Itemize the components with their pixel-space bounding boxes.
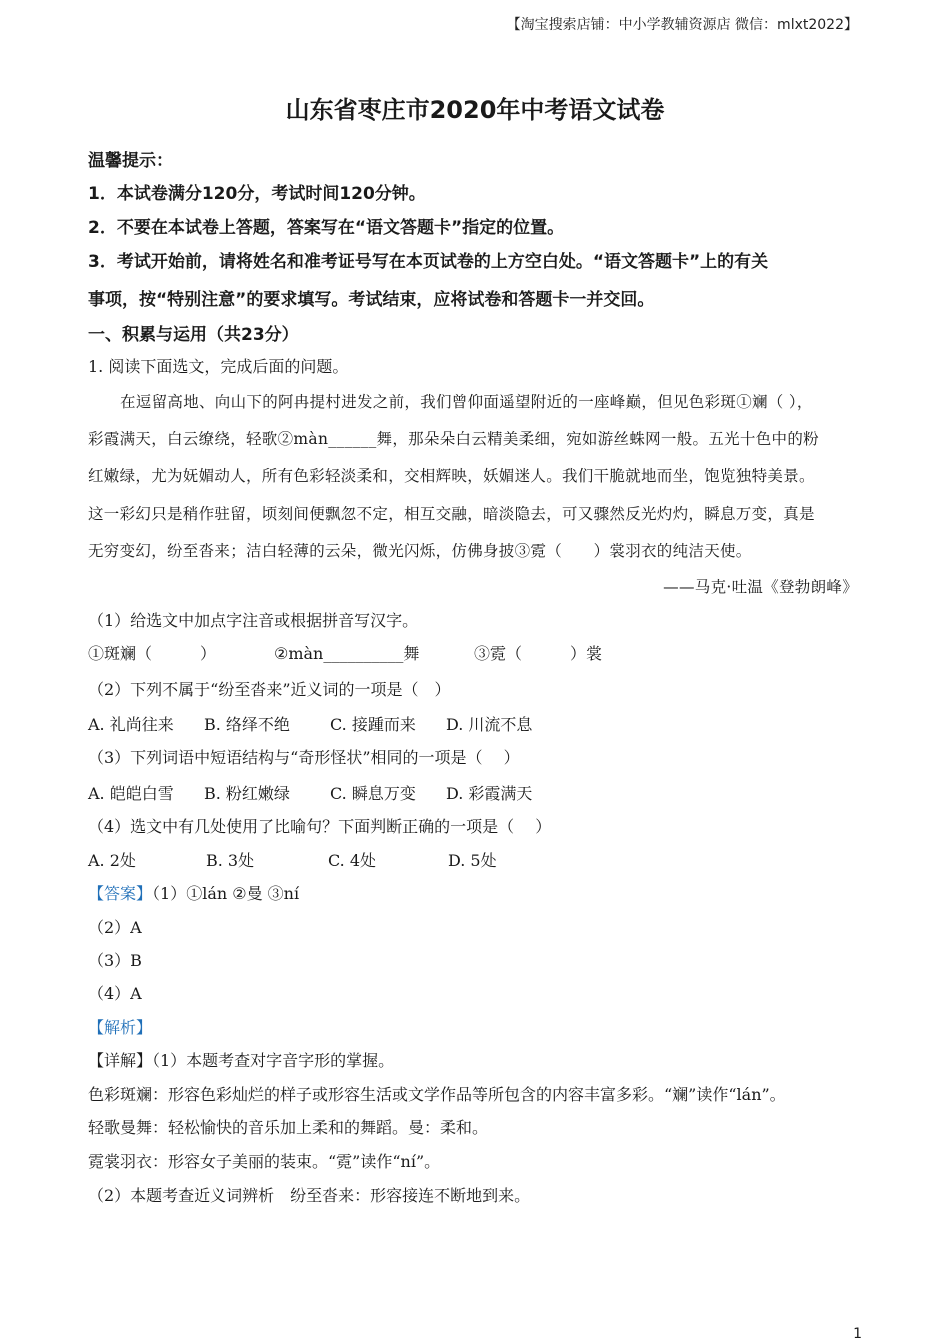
section-heading: 一、积累与运用（共23分） [88, 325, 299, 345]
analysis-line: 霓裳羽衣：形容女子美丽的装束。“霓”读作“ní”。 [88, 1152, 441, 1171]
passage-line: 在逗留高地、向山下的阿冉提村进发之前，我们曾仰面遥望附近的一座峰巅，但见色彩斑①斓（ ）， [120, 393, 813, 411]
tip-item: 2．不要在本试卷上答题，答案写在“语文答题卡”指定的位置。 [88, 218, 565, 238]
subquestion-prompt: （1）给选文中加点字注音或根据拼音写汉字。 [88, 611, 419, 630]
tips-heading: 温馨提示： [88, 151, 173, 171]
answer-text: （1）①lán ②曼 ③ní [152, 884, 300, 903]
subquestion-prompt: （2）下列不属于“纷至沓来”近义词的一项是（ ） [88, 680, 451, 699]
passage-source: ——马克·吐温《登勃朗峰》 [663, 578, 858, 596]
option: D. 川流不息 [446, 715, 533, 734]
option: A. 2处 [88, 851, 136, 870]
analysis-line: （2）本题考查近义词辨析 纷至沓来：形容接连不断地到来。 [88, 1186, 531, 1205]
option: A. 皑皑白雪 [88, 784, 174, 803]
sub1-item: ②màn__________舞 [274, 644, 420, 663]
option: D. 5处 [448, 851, 497, 870]
option: D. 彩霞满天 [446, 784, 533, 803]
option: C. 4处 [328, 851, 377, 870]
analysis-line: 【详解】（1）本题考查对字音字形的掌握。 [88, 1051, 395, 1070]
sub1-item: ①斑斓（ ） [88, 644, 217, 663]
passage-line: 这一彩幻只是稍作驻留，顷刻间便飘忽不定，相互交融，暗淡隐去，可又骤然反光灼灼，瞬息万变，真是 [88, 505, 815, 523]
option: C. 瞬息万变 [330, 784, 416, 803]
answer-line [88, 881, 299, 904]
sub1-item: ③霓（ ）裳 [474, 644, 603, 663]
answer-line: （2）A [88, 918, 142, 937]
answer-label: 【答案】 [88, 884, 153, 903]
passage-line: 无穷变幻，纷至沓来；洁白轻薄的云朵，微光闪烁，仿佛身披③霓（ ）裳羽衣的纯洁天使。 [88, 542, 752, 560]
answer-line: （4）A [88, 984, 142, 1003]
question-stem: 1. 阅读下面选文，完成后面的问题。 [88, 357, 349, 376]
subquestion-prompt: （3）下列词语中短语结构与“奇形怪状”相同的一项是（ ） [88, 748, 520, 767]
option: B. 络绎不绝 [204, 715, 290, 734]
tip-item: 事项，按“特别注意”的要求填写。考试结束，应将试卷和答题卡一并交回。 [88, 290, 655, 310]
subquestion-prompt: （4）选文中有几处使用了比喻句？下面判断正确的一项是（ ） [88, 817, 552, 836]
option: B. 粉红嫩绿 [204, 784, 290, 803]
answer-line: （3）B [88, 951, 142, 970]
header-note: 【淘宝搜索店铺：中小学教辅资源店 微信：mlxt2022】 [506, 17, 858, 33]
analysis-line: 轻歌曼舞：轻松愉快的音乐加上柔和的舞蹈。曼：柔和。 [88, 1118, 489, 1137]
tip-item: 1．本试卷满分120分，考试时间120分钟。 [88, 184, 426, 204]
page-title: 山东省枣庄市2020年中考语文试卷 [285, 96, 665, 124]
analysis-line: 色彩斑斓：形容色彩灿烂的样子或形容生活或文学作品等所包含的内容丰富多彩。“斓”读作“lán”。 [88, 1085, 786, 1104]
passage-line: 红嫩绿，尤为妩媚动人，所有色彩轻淡柔和，交相辉映，妖媚迷人。我们干脆就地而坐，饱览独特美景。 [88, 467, 815, 485]
option: B. 3处 [206, 851, 255, 870]
option: A. 礼尚往来 [88, 715, 174, 734]
page-number: 1 [853, 1326, 862, 1342]
option: C. 接踵而来 [330, 715, 416, 734]
tip-item: 3．考试开始前，请将姓名和准考证号写在本页试卷的上方空白处。“语文答题卡”上的有关 [88, 252, 769, 272]
passage-line: 彩霞满天，白云缭绕，轻歌②màn______舞，那朵朵白云精美柔细，宛如游丝蛛网一般。五光十色中的粉 [88, 430, 819, 448]
analysis-label: 【解析】 [88, 1018, 153, 1037]
